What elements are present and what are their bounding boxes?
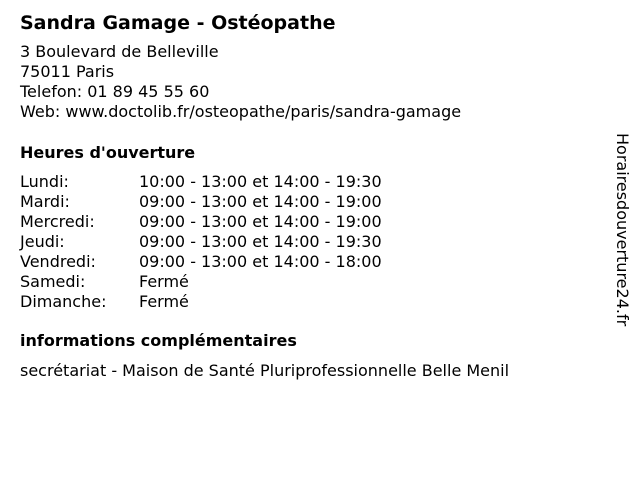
hours-row-tuesday (20, 192, 600, 212)
opening-hours-heading: Heures d'ouverture (20, 143, 196, 162)
hours-row-saturday (20, 272, 600, 292)
time-range: 09:00 - 13:00 et 14:00 - 19:00 (139, 212, 382, 231)
day-label: Samedi: (20, 272, 86, 291)
website-link[interactable]: Web: www.doctolib.fr/osteopathe/paris/sandra-gamage (20, 102, 462, 121)
opening-hours-table (20, 172, 600, 312)
time-range: Fermé (139, 292, 189, 311)
additional-info-heading: informations complémentaires (20, 331, 297, 350)
additional-info-text: secrétariat - Maison de Santé Pluriprofessionnelle Belle Menil (20, 361, 510, 380)
time-range: 09:00 - 13:00 et 14:00 - 19:00 (139, 192, 382, 211)
hours-row-monday (20, 172, 600, 192)
phone-number: Telefon: 01 89 45 55 60 (20, 82, 210, 101)
hours-row-friday (20, 252, 600, 272)
page-title: Sandra Gamage - Ostéopathe (20, 12, 336, 34)
street-address: 3 Boulevard de Belleville (20, 42, 219, 61)
business-card (20, 10, 600, 382)
hours-row-wednesday (20, 212, 600, 232)
time-range: Fermé (139, 272, 189, 291)
address-block (20, 42, 600, 122)
day-label: Vendredi: (20, 252, 96, 271)
day-label: Dimanche: (20, 292, 107, 311)
hours-row-sunday (20, 292, 600, 312)
time-range: 09:00 - 13:00 et 14:00 - 18:00 (139, 252, 382, 271)
day-label: Mercredi: (20, 212, 95, 231)
day-label: Jeudi: (20, 232, 65, 251)
postal-city: 75011 Paris (20, 62, 115, 81)
site-watermark: Horairesdouverture24.fr (613, 133, 632, 327)
time-range: 10:00 - 13:00 et 14:00 - 19:30 (139, 172, 382, 191)
hours-row-thursday (20, 232, 600, 252)
time-range: 09:00 - 13:00 et 14:00 - 19:30 (139, 232, 382, 251)
day-label: Mardi: (20, 192, 70, 211)
day-label: Lundi: (20, 172, 69, 191)
